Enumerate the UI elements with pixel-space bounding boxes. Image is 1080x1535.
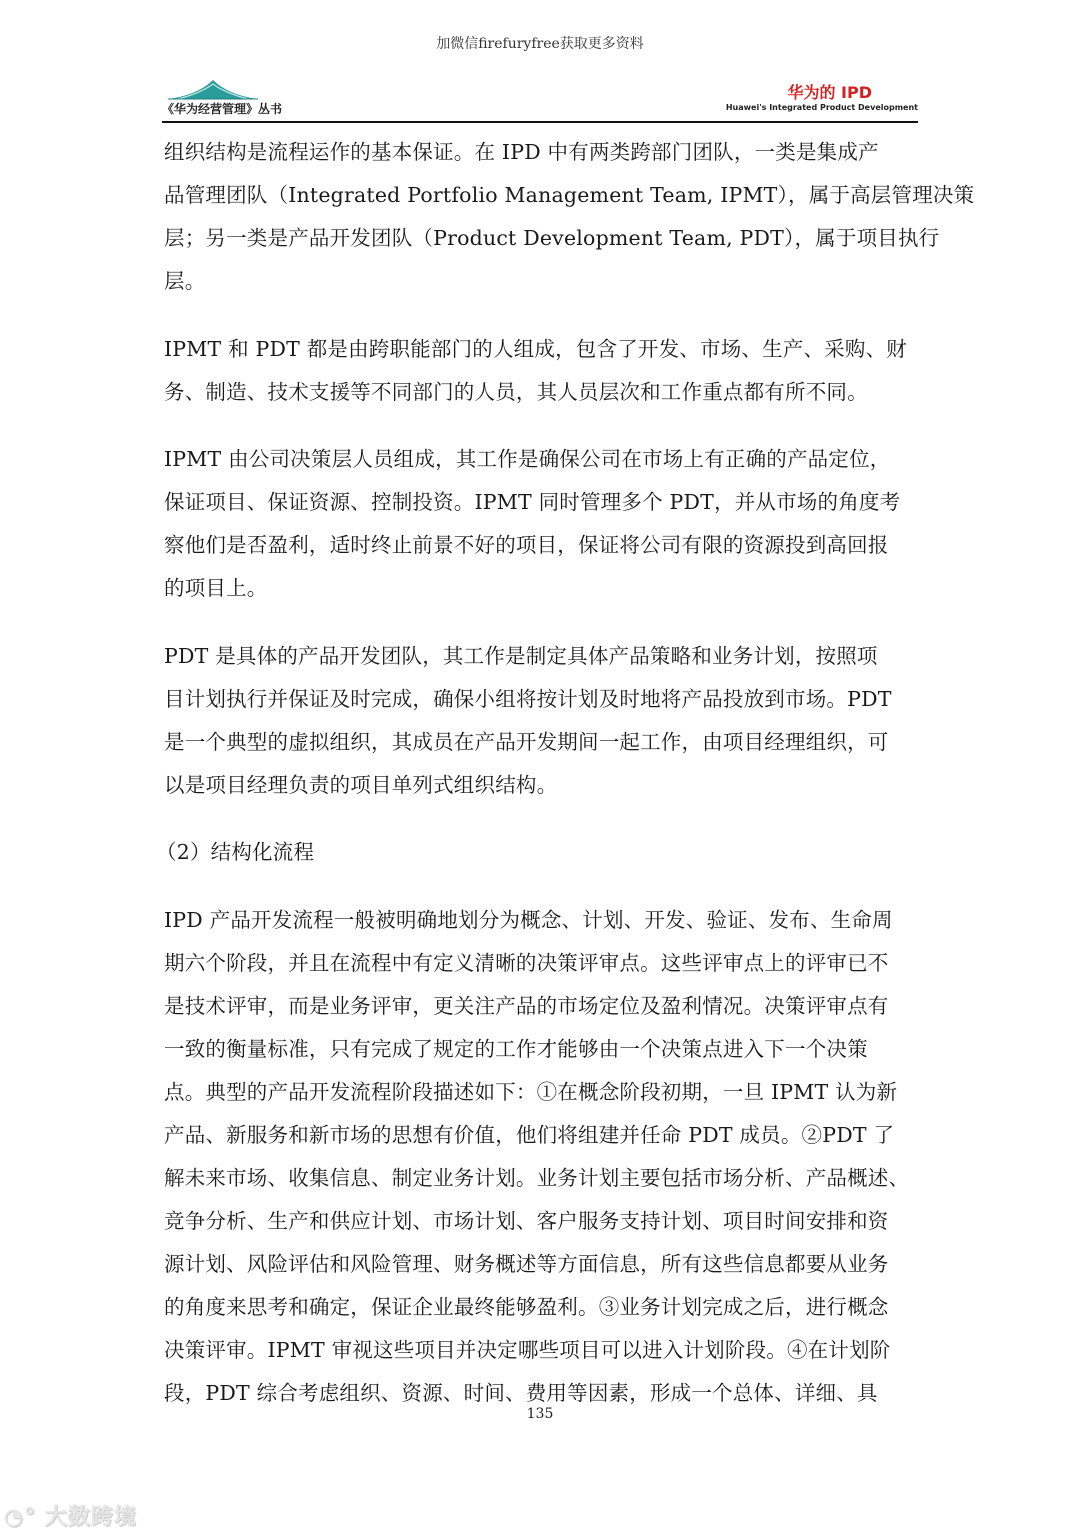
brand-watermark (4, 1500, 137, 1531)
text-line: 是一个典型的虚拟组织，其成员在产品开发期间一起工作，由项目经理组织，可 (164, 729, 889, 754)
text-line: 竞争分析、生产和供应计划、市场计划、客户服务支持计划、项目时间安排和资 (164, 1208, 889, 1233)
text-line: 层。 (164, 269, 206, 293)
text-line: 决策评审。IPMT 审视这些项目并决定哪些项目可以进入计划阶段。④在计划阶 (164, 1337, 891, 1362)
text-line: 层；另一类是产品开发团队（Product Development Team, PDT），属于项目执行 (164, 226, 940, 250)
text-line: 源计划、风险评估和风险管理、财务概述等方面信息，所有这些信息都要从业务 (164, 1251, 889, 1276)
book-subtitle: Huawei's Integrated Product Development (725, 103, 918, 112)
text-line: IPMT 和 PDT 都是由跨职能部门的人组成，包含了开发、市场、生产、采购、财 (164, 336, 908, 361)
text-line: 察他们是否盈利，适时终止前景不好的项目，保证将公司有限的资源投到高回报 (164, 533, 889, 557)
text-line: 解未来市场、收集信息、制定业务计划。业务计划主要包括市场分析、产品概述、 (164, 1165, 910, 1190)
text-line: IPD 产品开发流程一般被明确地划分为概念、计划、开发、验证、发布、生命周 (164, 907, 893, 932)
paragraph-pdt (164, 635, 920, 807)
series-title: 《华为经营管理》丛书 (162, 102, 283, 116)
brand-watermark-text: 大数跨境 (44, 1505, 137, 1530)
text-line: 是技术评审，而是业务评审，更关注产品的市场定位及盈利情况。决策评审点有 (164, 993, 889, 1018)
brand-logo-icon: ◔° (4, 1505, 37, 1530)
paragraph-org-structure (164, 131, 975, 303)
header-divider (162, 121, 918, 123)
text-line: 产品、新服务和新市场的思想有价值，他们将组建并任命 PDT 成员。②PDT 了 (164, 1122, 895, 1147)
text-line: 期六个阶段，并且在流程中有定义清晰的决策评审点。这些评审点上的评审已不 (164, 950, 889, 975)
page-body (156, 131, 975, 1439)
paragraph-ipmt-pdt (164, 328, 920, 414)
text-line: 目计划执行并保证及时完成，确保小组将按计划及时地将产品投放到市场。PDT (164, 686, 892, 711)
page-header (162, 78, 918, 122)
text-line: 的项目上。 (164, 576, 268, 600)
text-line: 务、制造、技术支援等不同部门的人员，其人员层次和工作重点都有所不同。 (164, 379, 868, 404)
text-line: IPMT 由公司决策层人员组成，其工作是确保公司在市场上有正确的产品定位， (164, 447, 891, 471)
text-line: 点。典型的产品开发流程阶段描述如下：①在概念阶段初期，一旦 IPMT 认为新 (164, 1079, 898, 1104)
text-line: 组织结构是流程运作的基本保证。在 IPD 中有两类跨部门团队，一类是集成产 (164, 140, 879, 164)
section-heading: （2）结构化流程 (156, 840, 315, 864)
page-number: 135 (526, 1406, 554, 1422)
top-watermark: 加微信firefuryfree获取更多资料 (436, 36, 644, 52)
text-line: 一致的衡量标准，只有完成了规定的工作才能够由一个决策点进入下一个决策 (164, 1036, 868, 1061)
header-right (726, 84, 918, 114)
text-line: 品管理团队（Integrated Portfolio Management Team, IPMT），属于高层管理决策 (164, 183, 975, 207)
text-line: 保证项目、保证资源、控制投资。IPMT 同时管理多个 PDT，并从市场的角度考 (164, 490, 901, 514)
mountain-logo-icon (168, 78, 258, 100)
text-line: 段，PDT 综合考虑组织、资源、时间、费用等因素，形成一个总体、详细、具 (164, 1380, 878, 1405)
book-title: 华为的 IPD (787, 83, 872, 102)
text-line: 以是项目经理负责的项目单列式组织结构。 (164, 772, 558, 797)
paragraph-ipmt (164, 438, 920, 610)
text-line: PDT 是具体的产品开发团队，其工作是制定具体产品策略和业务计划，按照项 (164, 643, 878, 668)
paragraph-ipd-process (164, 899, 920, 1415)
text-line: 的角度来思考和确定，保证企业最终能够盈利。③业务计划完成之后，进行概念 (164, 1294, 889, 1319)
